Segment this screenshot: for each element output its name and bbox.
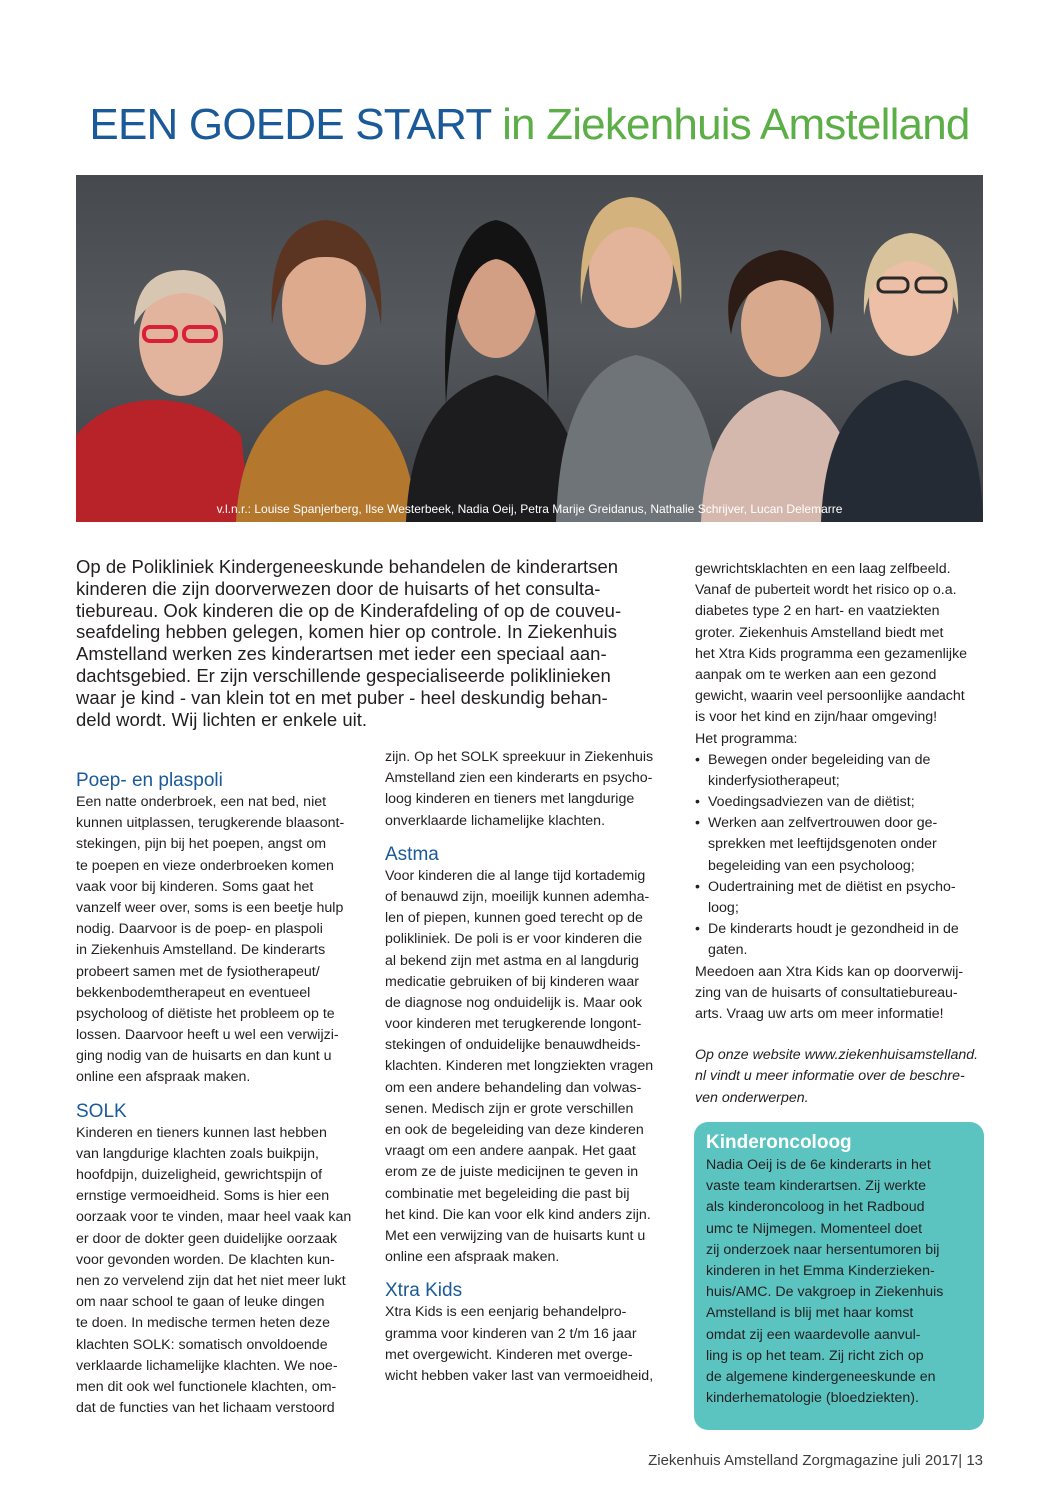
text-line: vaste team kinderartsen. Zij werkte — [706, 1178, 926, 1195]
text-line: klachten. Kinderen met longziekten vragen — [385, 1058, 654, 1075]
text-line: te poepen en vieze onderbroeken komen — [76, 857, 334, 874]
text-line: begeleiding van een psycholoog; — [708, 857, 915, 874]
text-line: vraagt om een andere aanpak. Het gaat — [385, 1143, 636, 1160]
text-line: kunnen uitplassen, terugkerende blaasont- — [76, 815, 345, 832]
text-line: Op onze website www.ziekenhuisamstelland. — [695, 1047, 979, 1064]
text-line: klachten SOLK: somatisch onvoldoende — [76, 1336, 328, 1353]
text-line: te doen. In medische termen heten deze — [76, 1315, 330, 1332]
group-photo — [76, 175, 983, 522]
text-line: zij onderzoek naar hersentumoren bij — [706, 1241, 940, 1258]
text-line: als kinderoncoloog in het Radboud — [706, 1199, 925, 1216]
box-text — [706, 1155, 972, 1409]
text-xtra-kids-closing — [695, 962, 987, 1026]
text-line: ging nodig van de huisarts en dan kunt u — [76, 1048, 332, 1065]
text-line: kinderfysiotherapeut; — [708, 772, 840, 789]
text-line: bekkenbodemtherapeut en eventueel — [76, 984, 311, 1001]
text-solk — [76, 1123, 376, 1420]
text-line: gaten. — [708, 942, 748, 959]
text-line: kinderen die zijn doorverwezen door de huisarts of het consulta- — [76, 577, 601, 599]
text-line: dachtsgebied. Er zijn verschillende gespecialiseerde poliklinieken — [76, 664, 611, 686]
text-line: zijn. Op het SOLK spreekuur in Ziekenhuis — [385, 749, 654, 765]
heading-poep-en-plaspoli: Poep- en plaspoli — [76, 770, 223, 791]
page-footer: Ziekenhuis Amstelland Zorgmagazine juli 2017| 13 — [648, 1452, 983, 1469]
text-line: • Voedingsadviezen van de diëtist; — [708, 794, 915, 811]
text-line: voor kinderen met terugkerende longont- — [385, 1016, 642, 1033]
text-line: huis/AMC. De vakgroep in Ziekenhuis — [706, 1284, 944, 1301]
text-line: oorzaak voor te vinden, maar heel vaak kan — [76, 1209, 352, 1226]
text-line: voor gevonden worden. De klachten kun- — [76, 1251, 335, 1268]
text-line: Amstelland is blij met haar komst — [706, 1305, 914, 1322]
text-astma — [385, 866, 675, 1269]
column-2 — [385, 747, 675, 1387]
text-line: gewicht, waarin veel persoonlijke aandacht — [695, 688, 965, 705]
text-line: er door de dokter geen duidelijke oorzaak — [76, 1230, 338, 1247]
title-part-green: in Ziekenhuis Amstelland — [502, 100, 970, 149]
website-note — [695, 1045, 987, 1109]
text-line: men dit ook wel functionele klachten, om- — [76, 1378, 337, 1395]
text-line: • Werken aan zelfvertrouwen door ge- — [708, 815, 938, 832]
text-line: seafdeling hebben gelegen, komen hier op controle. In Ziekenhuis — [76, 621, 617, 643]
text-line: loog kinderen en tieners met langdurige — [385, 791, 635, 808]
text-line: sprekken met leeftijdsgenoten onder — [708, 836, 937, 853]
photo-caption: v.l.n.r.: Louise Spanjerberg, Ilse Westerbeek, Nadia Oeij, Petra Marije Greidanus, Nathalie Schrijver, Lucan Delemarre — [216, 502, 843, 516]
text-line: loog; — [708, 900, 739, 916]
text-line: en ook de begeleiding van deze kinderen — [385, 1122, 644, 1138]
text-xtra-kids — [385, 1302, 675, 1387]
text-line: Meedoen aan Xtra Kids kan op doorverwij- — [695, 963, 964, 980]
list-item — [695, 792, 987, 813]
heading-xtra-kids: Xtra Kids — [385, 1280, 463, 1302]
text-line: om naar school te gaan of leuke dingen — [76, 1294, 325, 1311]
heading-solk: SOLK — [76, 1100, 127, 1122]
text-line: de diagnose nog onduidelijk is. Maar ook — [385, 994, 643, 1011]
program-list — [695, 750, 987, 962]
text-poep-en-plaspoli — [76, 792, 376, 1089]
intro-paragraph — [76, 556, 678, 730]
text-line: Amstelland werken zes kinderartsen met ieder een speciaal aan- — [76, 643, 607, 665]
text-line: online een afspraak maken. — [385, 1249, 560, 1266]
text-line: online een afspraak maken. — [76, 1069, 251, 1086]
text-line: kinderhematologie (bloedziekten). — [706, 1390, 919, 1407]
text-line: verklaarde lichamelijke klachten. We noe- — [76, 1357, 338, 1374]
text-line: Amstelland zien een kinderarts en psycho- — [385, 770, 653, 787]
text-line: Xtra Kids is een eenjarig behandelpro- — [385, 1304, 627, 1321]
text-line: Het programma: — [695, 730, 798, 747]
text-line: in Ziekenhuis Amstelland. De kinderarts — [76, 942, 326, 959]
text-line: vaak voor bij kinderen. Soms gaat het — [76, 878, 314, 895]
text-line: stekingen of onduidelijke benauwdheids- — [385, 1037, 641, 1054]
text-line: • Bewegen onder begeleiding van de — [708, 751, 931, 768]
text-line: lossen. Daarvoor heeft u wel een verwijzi- — [76, 1027, 339, 1044]
text-line: ling is op het team. Zij richt zich op — [706, 1347, 924, 1364]
text-line: umc te Nijmegen. Momenteel doet — [706, 1220, 923, 1237]
text-line: vanzelf weer over, soms is een beetje hulp — [76, 899, 344, 916]
text-line: nen zo vervelend zijn dat het niet meer lukt — [76, 1272, 346, 1289]
text-line: probeert samen met de fysiotherapeut/ — [76, 963, 320, 980]
text-line: psycholoog of diëtiste het probleem op te — [76, 1005, 335, 1022]
title-part-blue: EEN GOEDE START — [89, 100, 491, 149]
text-line: het kind. Die kan voor elk kind anders zijn. — [385, 1206, 651, 1223]
text-line: stekingen, pijn bij het poepen, angst om — [76, 836, 327, 853]
text-line: al bekend zijn met astma en al langdurig — [385, 952, 639, 969]
text-line: nodig. Daarvoor is de poep- en plaspoli — [76, 921, 323, 938]
text-line: gramma voor kinderen van 2 t/m 16 jaar — [385, 1325, 637, 1342]
text-line: diabetes type 2 en hart- en vaatziekten — [695, 603, 940, 620]
text-line: combinatie met begeleiding die past bij — [385, 1185, 630, 1202]
kinderoncoloog-box — [694, 1122, 984, 1430]
text-line: Op de Polikliniek Kindergeneeskunde behandelen de kinderartsen — [76, 556, 619, 577]
list-item — [695, 750, 987, 792]
text-line: Kinderen en tieners kunnen last hebben — [76, 1124, 327, 1141]
text-line: erom ze de juiste medicijnen te geven in — [385, 1164, 639, 1181]
text-line: onverklaarde lichamelijke klachten. — [385, 812, 606, 829]
text-line: of benauwd zijn, moeilijk kunnen ademha- — [385, 888, 650, 905]
text-line: • De kinderarts houdt je gezondheid in de — [708, 921, 959, 938]
text-line: ven onderwerpen. — [695, 1089, 809, 1106]
text-line: arts. Vraag uw arts om meer informatie! — [695, 1005, 944, 1022]
text-line: wicht hebben vaker last van vermoeidheid, — [385, 1367, 654, 1384]
heading-astma: Astma — [385, 843, 439, 865]
column-3 — [695, 559, 987, 1109]
text-line: hoofdpijn, duizeligheid, gewrichtspijn of — [76, 1167, 323, 1183]
text-line: polikliniek. De poli is er voor kinderen die — [385, 931, 643, 948]
text-line: senen. Medisch zijn er grote verschillen — [385, 1100, 634, 1117]
text-line: is voor het kind en zijn/haar omgeving! — [695, 709, 938, 726]
text-line: het Xtra Kids programma een gezamenlijke — [695, 645, 968, 662]
list-item — [695, 813, 987, 877]
text-line: aanpak om te werken aan een gezond — [695, 666, 937, 683]
text-line: de algemene kindergeneeskunde en — [706, 1369, 936, 1386]
text-line: Een natte onderbroek, een nat bed, niet — [76, 794, 327, 810]
text-line: medicatie gebruiken of bij kinderen waar — [385, 973, 639, 990]
text-line: met overgewicht. Kinderen met overge- — [385, 1346, 633, 1363]
text-line: deld wordt. Wij lichten er enkele uit. — [76, 708, 367, 730]
text-line: len of piepen, kunnen goed terecht op de — [385, 910, 643, 927]
text-line: Met een verwijzing van de huisarts kunt u — [385, 1227, 646, 1244]
text-line: ernstige vermoeidheid. Soms is hier een — [76, 1188, 330, 1205]
list-item — [695, 877, 987, 919]
text-xtra-kids-continued — [695, 559, 987, 750]
group-photo-illustration — [76, 175, 983, 522]
text-line: zing van de huisarts of consultatiebureau- — [695, 984, 958, 1001]
text-line: waar je kind - van klein tot en met puber - heel deskundig behan- — [76, 686, 608, 708]
text-line: gewrichtsklachten en een laag zelfbeeld. — [695, 561, 951, 577]
text-line: omdat zij een waardevolle aanvul- — [706, 1326, 921, 1343]
text-line: kinderen in het Emma Kinderzieken- — [706, 1263, 935, 1280]
text-solk-continued — [385, 747, 675, 832]
text-line: van langdurige klachten zoals buikpijn, — [76, 1145, 319, 1162]
text-line: nl vindt u meer informatie over de beschre- — [695, 1068, 965, 1085]
text-line: • Oudertraining met de diëtist en psycho- — [708, 878, 956, 895]
box-heading: Kinderoncoloog — [706, 1132, 852, 1153]
text-line: groter. Ziekenhuis Amstelland biedt met — [695, 624, 944, 641]
text-line: tiebureau. Ook kinderen die op de Kinderafdeling of op de couveu- — [76, 599, 622, 621]
text-line: om een andere behandeling dan volwas- — [385, 1079, 642, 1096]
text-line: dat de functies van het lichaam verstoord — [76, 1400, 335, 1417]
column-1 — [76, 769, 376, 1419]
page-title — [0, 100, 1059, 150]
text-line: Vanaf de puberteit wordt het risico op o.a. — [695, 582, 957, 599]
text-line: Voor kinderen die al lange tijd kortademig — [385, 867, 646, 884]
list-item — [695, 919, 987, 961]
text-line: Nadia Oeij is de 6e kinderarts in het — [706, 1157, 931, 1173]
